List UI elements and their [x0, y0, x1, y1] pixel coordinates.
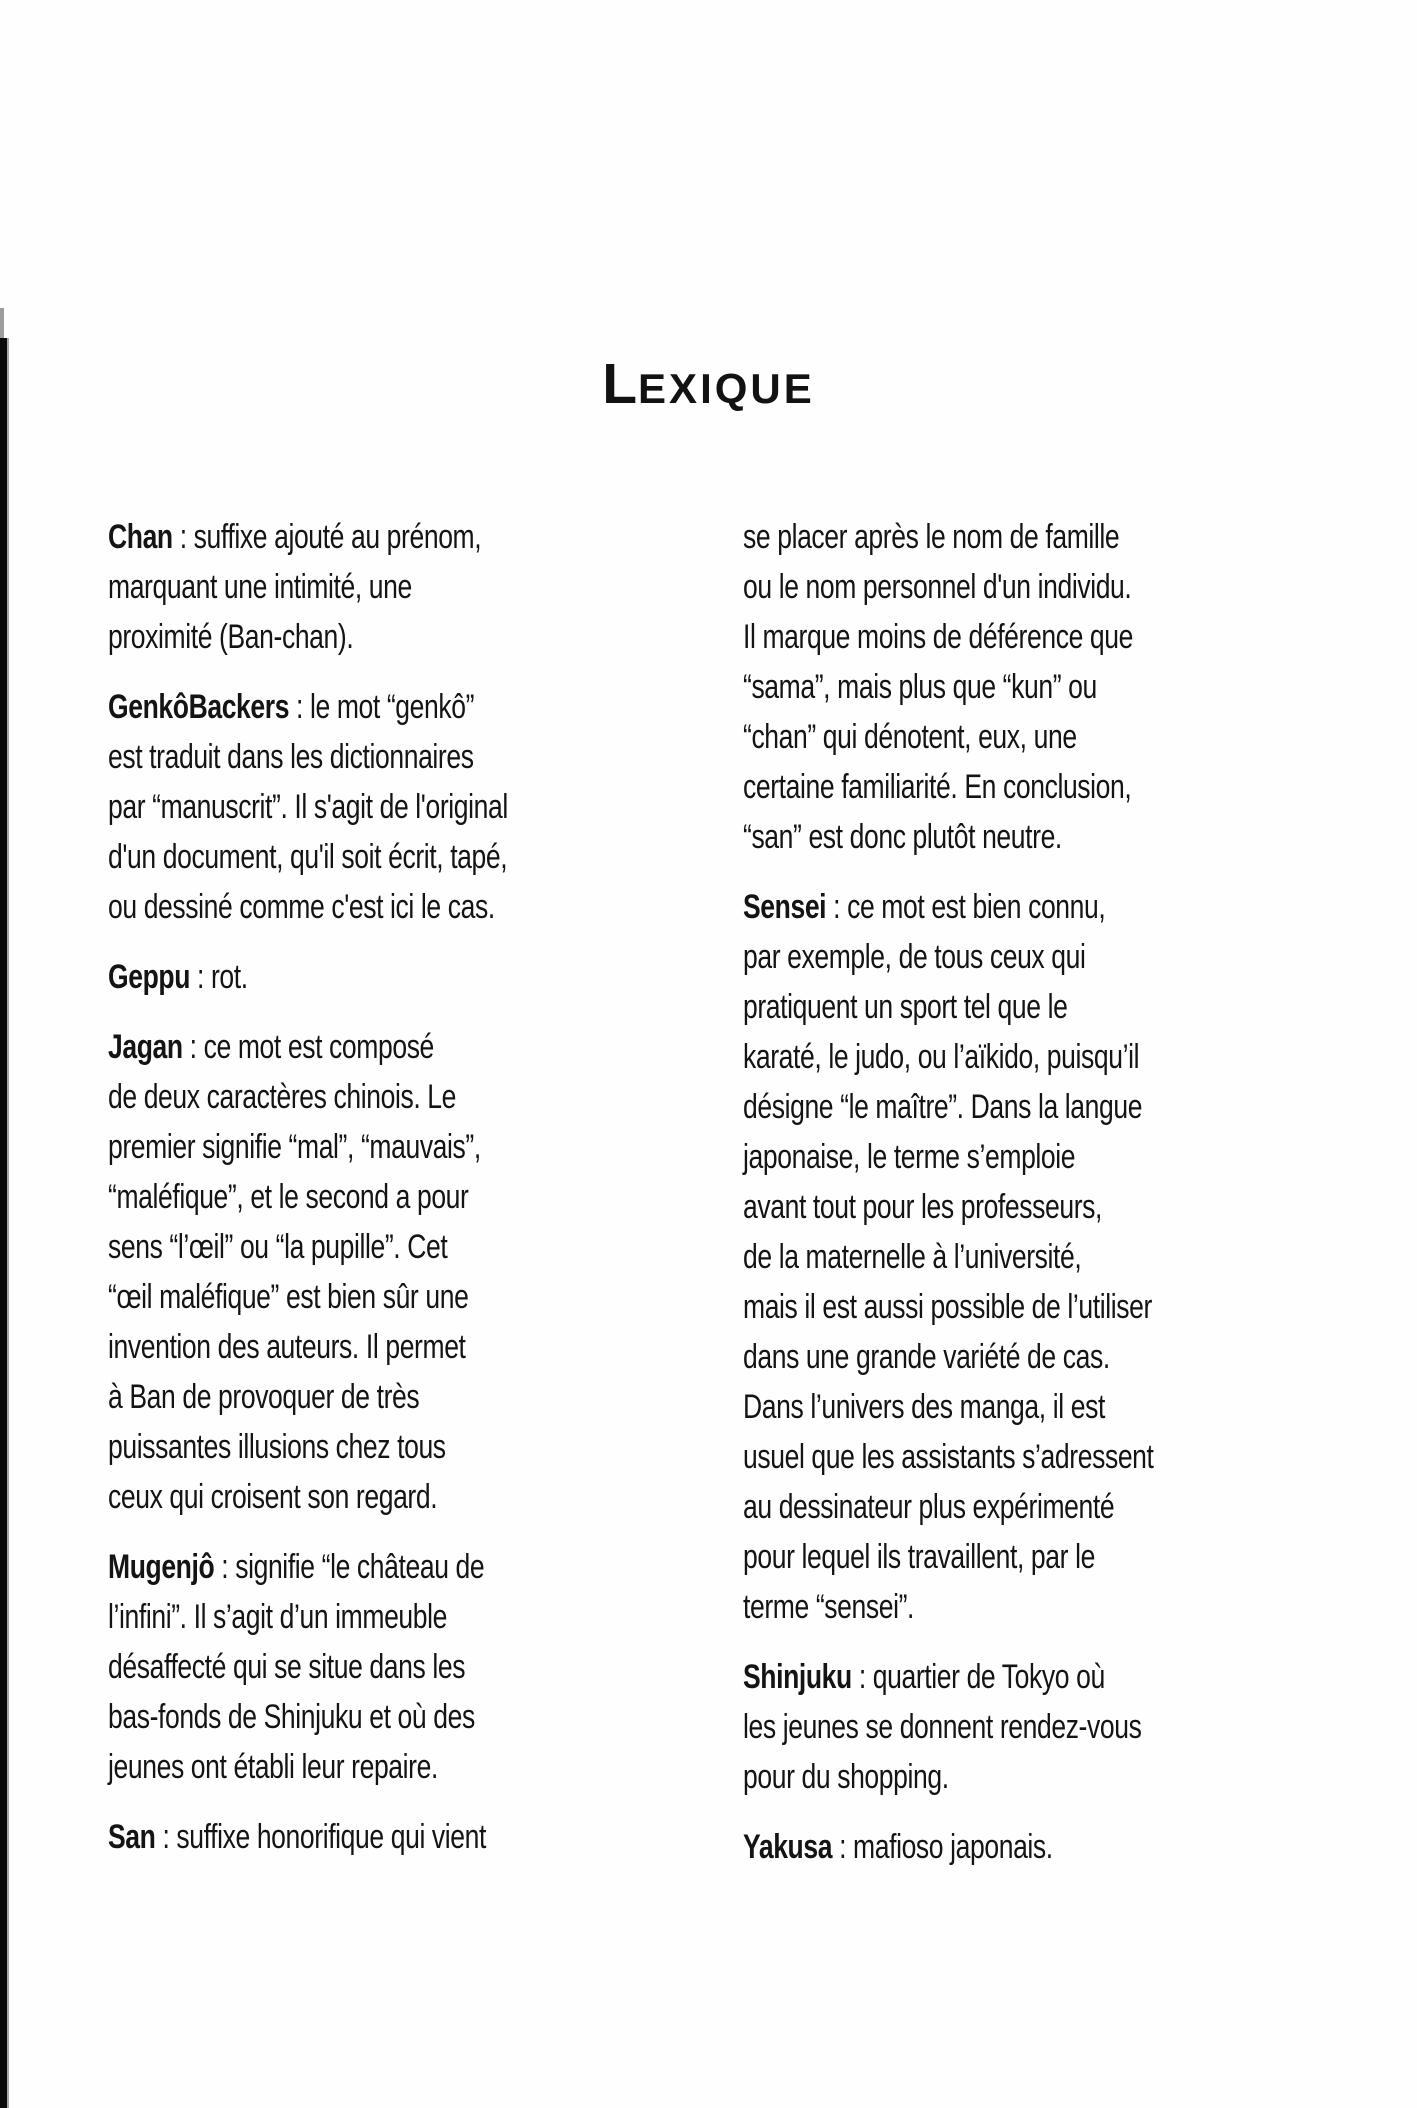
entry-line: certaine familiarité. En conclusion, [743, 768, 1132, 806]
entry-definition-start: : suffixe honorifique qui vient [155, 1818, 487, 1856]
lexicon-entry-mugenjo [108, 1542, 508, 1792]
column-right [743, 512, 1154, 1872]
entry-line [108, 952, 508, 1002]
entry-line: invention des auteurs. Il permet [108, 1328, 466, 1366]
entry-line: avant tout pour les professeurs, [743, 1188, 1103, 1226]
entry-term: Yakusa [743, 1828, 833, 1866]
entry-line: désaffecté qui se situe dans les [108, 1648, 466, 1686]
entry-definition-start: : ce mot est bien connu, [826, 888, 1106, 926]
entry-line: marquant une intimité, une [108, 568, 412, 606]
lexicon-entry-genkobackers [108, 682, 508, 932]
entry-term: GenkôBackers [108, 688, 290, 726]
entry-term: Chan [108, 518, 173, 556]
lexicon-entry-shinjuku [743, 1652, 1154, 1802]
entry-line: “sama”, mais plus que “kun” ou [743, 668, 1097, 706]
entry-line: proximité (Ban-chan). [108, 618, 354, 656]
entry-line: pratiquent un sport tel que le [743, 988, 1068, 1026]
lexicon-entry-sensei [743, 882, 1154, 1632]
entry-line: d'un document, qu'il soit écrit, tapé, [108, 838, 508, 876]
entry-line: “san” est donc plutôt neutre. [743, 818, 1062, 856]
scan-edge-strip [0, 338, 7, 2108]
entry-line [108, 1812, 508, 1862]
entry-line: les jeunes se donnent rendez-vous [743, 1708, 1142, 1746]
entry-definition-start: : suffixe ajouté au prénom, [172, 518, 482, 556]
entry-line [108, 512, 508, 562]
entry-line: à Ban de provoquer de très [108, 1378, 420, 1416]
entry-line [108, 1022, 508, 1072]
entry-line: puissantes illusions chez tous [108, 1428, 446, 1466]
entry-definition-start: : rot. [190, 958, 248, 996]
entry-definition-start: : le mot “genkô” [289, 688, 475, 726]
entry-line: “œil maléfique” est bien sûr une [108, 1278, 469, 1316]
entry-line: “chan” qui dénotent, eux, une [743, 718, 1077, 756]
entry-line: au dessinateur plus expérimenté [743, 1488, 1115, 1526]
entry-line: “maléfique”, et le second a pour [108, 1178, 469, 1216]
entry-line: dans une grande variété de cas. [743, 1338, 1110, 1376]
entry-line: l’infini”. Il s’agit d’un immeuble [108, 1598, 448, 1636]
entry-line: Dans l’univers des manga, il est [743, 1388, 1105, 1426]
lexicon-entry-san [108, 1812, 508, 1862]
entry-term: Sensei [743, 888, 827, 926]
entry-line: se placer après le nom de famille [743, 518, 1120, 556]
entry-line: japonaise, le terme s’emploie [743, 1138, 1076, 1176]
entry-line: ou le nom personnel d'un individu. [743, 568, 1132, 606]
page-title-smallcaps: EXIQUE [638, 365, 815, 412]
entry-line: pour du shopping. [743, 1758, 949, 1796]
entry-line: est traduit dans les dictionnaires [108, 738, 474, 776]
lexicon-entry-jagan [108, 1022, 508, 1522]
entry-definition-start: : signifie “le château de [214, 1548, 485, 1586]
page-title-initial: L [602, 352, 639, 416]
entry-line: pour lequel ils travaillent, par le [743, 1538, 1095, 1576]
entry-term: Jagan [108, 1028, 183, 1066]
entry-line [743, 882, 1154, 932]
entry-line: bas-fonds de Shinjuku et où des [108, 1698, 475, 1736]
entry-line: terme “sensei”. [743, 1588, 915, 1626]
entry-term: Mugenjô [108, 1548, 215, 1586]
lexicon-entry-geppu [108, 952, 508, 1002]
entry-term: Shinjuku [743, 1658, 852, 1696]
entry-line: usuel que les assistants s’adressent [743, 1438, 1154, 1476]
entry-line [743, 1822, 1154, 1872]
entry-line: de deux caractères chinois. Le [108, 1078, 457, 1116]
entry-line: mais il est aussi possible de l’utiliser [743, 1288, 1152, 1326]
lexicon-entry-san-continuation [743, 512, 1154, 862]
page-title [0, 352, 1417, 416]
lexicon-entry-chan [108, 512, 508, 662]
entry-term: Geppu [108, 958, 191, 996]
entry-definition-start: : mafioso japonais. [832, 1828, 1053, 1866]
entry-line [743, 1652, 1154, 1702]
entry-line: jeunes ont établi leur repaire. [108, 1748, 438, 1786]
entry-line: par “manuscrit”. Il s'agit de l'original [108, 788, 508, 826]
entry-line: premier signifie “mal”, “mauvais”, [108, 1128, 481, 1166]
entry-definition-start: : quartier de Tokyo où [851, 1658, 1105, 1696]
entry-definition-start: : ce mot est composé [182, 1028, 434, 1066]
entry-line: karaté, le judo, ou l’aïkido, puisqu’il [743, 1038, 1140, 1076]
column-left [108, 512, 508, 1862]
entry-line: ceux qui croisent son regard. [108, 1478, 438, 1516]
entry-line: Il marque moins de déférence que [743, 618, 1133, 656]
entry-line: par exemple, de tous ceux qui [743, 938, 1086, 976]
entry-line: désigne “le maître”. Dans la langue [743, 1088, 1143, 1126]
entry-line [108, 682, 508, 732]
entry-line: ou dessiné comme c'est ici le cas. [108, 888, 495, 926]
entry-term: San [108, 1818, 156, 1856]
lexicon-entry-yakusa [743, 1822, 1154, 1872]
entry-line [108, 1542, 508, 1592]
entry-line: de la maternelle à l’université, [743, 1238, 1082, 1276]
entry-line: sens “l’œil” ou “la pupille”. Cet [108, 1228, 448, 1266]
